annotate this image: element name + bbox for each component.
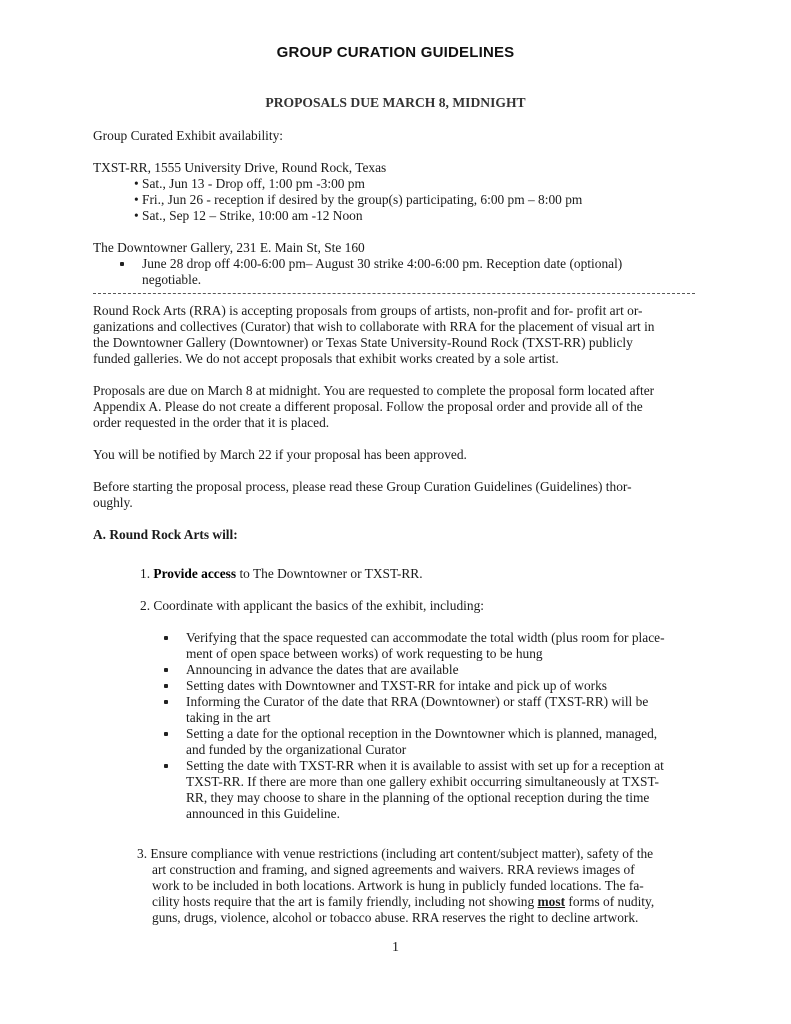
text-segment: cility hosts require that the art is family friendly, including not showing bbox=[152, 894, 538, 909]
paragraph-line: 3. Ensure compliance with venue restrictions (including art content/subject matter), safety of the bbox=[137, 846, 654, 861]
list-item-continuation: taking in the art bbox=[186, 710, 271, 725]
list-item: Fri., Jun 26 - reception if desired by the group(s) participating, 6:00 pm – 8:00 pm bbox=[142, 192, 583, 207]
text-segment: forms of nudity, bbox=[565, 894, 655, 909]
list-item: Setting the date with TXST-RR when it is available to assist with set up for a reception at bbox=[186, 758, 664, 773]
list-item-continuation: and funded by the organizational Curator bbox=[186, 742, 407, 757]
bullet-icon bbox=[164, 636, 168, 640]
list-item-continuation: negotiable. bbox=[142, 272, 202, 287]
notify-paragraph: You will be notified by March 22 if your proposal has been approved. bbox=[93, 447, 467, 462]
page-number: 1 bbox=[392, 940, 399, 955]
section-a-item-1 bbox=[140, 566, 423, 582]
item-emphasis: Provide access bbox=[153, 566, 237, 581]
list-item-continuation: RR, they may choose to share in the planning of the optional reception during the time bbox=[186, 790, 650, 805]
list-item-continuation: announced in this Guideline. bbox=[186, 806, 340, 821]
paragraph-line: ganizations and collectives (Curator) that wish to collaborate with RRA for the placement of visual art in bbox=[93, 319, 655, 334]
list-item-continuation: ment of open space between works) of work requesting to be hung bbox=[186, 646, 543, 661]
document-subtitle: PROPOSALS DUE MARCH 8, MIDNIGHT bbox=[265, 95, 526, 110]
venue-txst-rr: TXST-RR, 1555 University Drive, Round Rock, Texas bbox=[93, 160, 387, 175]
list-item: Verifying that the space requested can accommodate the total width (plus room for place- bbox=[186, 630, 665, 645]
list-item: Informing the Curator of the date that RRA (Downtowner) or staff (TXST-RR) will be bbox=[186, 694, 649, 709]
list-item: Sat., Sep 12 – Strike, 10:00 am -12 Noon bbox=[142, 208, 363, 223]
bullet-icon bbox=[164, 764, 168, 768]
bullet-icon bbox=[164, 732, 168, 736]
list-item: Setting a date for the optional reception in the Downtowner which is planned, managed, bbox=[186, 726, 658, 741]
paragraph-line: art construction and framing, and signed agreements and waivers. RRA reviews images of bbox=[152, 862, 635, 877]
item-number: 1. bbox=[140, 566, 151, 581]
bullet-icon bbox=[164, 700, 168, 704]
list-item: Setting dates with Downtowner and TXST-RR for intake and pick up of works bbox=[186, 678, 608, 693]
dashed-divider bbox=[93, 293, 695, 294]
paragraph-line: oughly. bbox=[93, 495, 133, 510]
paragraph-line: Round Rock Arts (RRA) is accepting proposals from groups of artists, non-profit and for- profit art or- bbox=[93, 303, 643, 318]
list-item: Sat., Jun 13 - Drop off, 1:00 pm -3:00 pm bbox=[142, 176, 365, 191]
item-text: to The Downtowner or TXST-RR. bbox=[236, 566, 423, 581]
emphasis-most: most bbox=[537, 894, 566, 909]
bullet-icon bbox=[164, 684, 168, 688]
bullet-icon bbox=[120, 262, 124, 266]
venue-downtowner: The Downtowner Gallery, 231 E. Main St, Ste 160 bbox=[93, 240, 365, 255]
bullet-icon: • bbox=[134, 192, 139, 207]
paragraph-line: Appendix A. Please do not create a different proposal. Follow the proposal order and provide all of the bbox=[93, 399, 643, 414]
paragraph-line: work to be included in both locations. Artwork is hung in publicly funded locations. The fa- bbox=[152, 878, 644, 893]
section-a-heading: A. Round Rock Arts will: bbox=[93, 527, 238, 542]
list-item: Announcing in advance the dates that are available bbox=[186, 662, 459, 677]
availability-heading: Group Curated Exhibit availability: bbox=[93, 128, 284, 143]
list-item: June 28 drop off 4:00-6:00 pm– August 30 strike 4:00-6:00 pm. Reception date (optional) bbox=[142, 256, 623, 271]
bullet-icon: • bbox=[134, 176, 139, 191]
paragraph-line: the Downtowner Gallery (Downtowner) or Texas State University-Round Rock (TXST-RR) publicly bbox=[93, 335, 633, 350]
paragraph-line: Proposals are due on March 8 at midnight. You are requested to complete the proposal form located after bbox=[93, 383, 655, 398]
paragraph-line bbox=[152, 894, 654, 910]
list-item-continuation: TXST-RR. If there are more than one gallery exhibit occurring simultaneously at TXST- bbox=[186, 774, 659, 789]
section-a-item-2: 2. Coordinate with applicant the basics of the exhibit, including: bbox=[140, 598, 484, 613]
document-title: GROUP CURATION GUIDELINES bbox=[276, 44, 515, 61]
paragraph-line: order requested in the order that it is placed. bbox=[93, 415, 330, 430]
paragraph-line: guns, drugs, violence, alcohol or tobacco abuse. RRA reserves the right to decline artwork. bbox=[152, 910, 639, 925]
bullet-icon: • bbox=[134, 208, 139, 223]
bullet-icon bbox=[164, 668, 168, 672]
paragraph-line: funded galleries. We do not accept proposals that exhibit works created by a sole artist. bbox=[93, 351, 559, 366]
paragraph-line: Before starting the proposal process, please read these Group Curation Guidelines (Guidelines) thor- bbox=[93, 479, 632, 494]
